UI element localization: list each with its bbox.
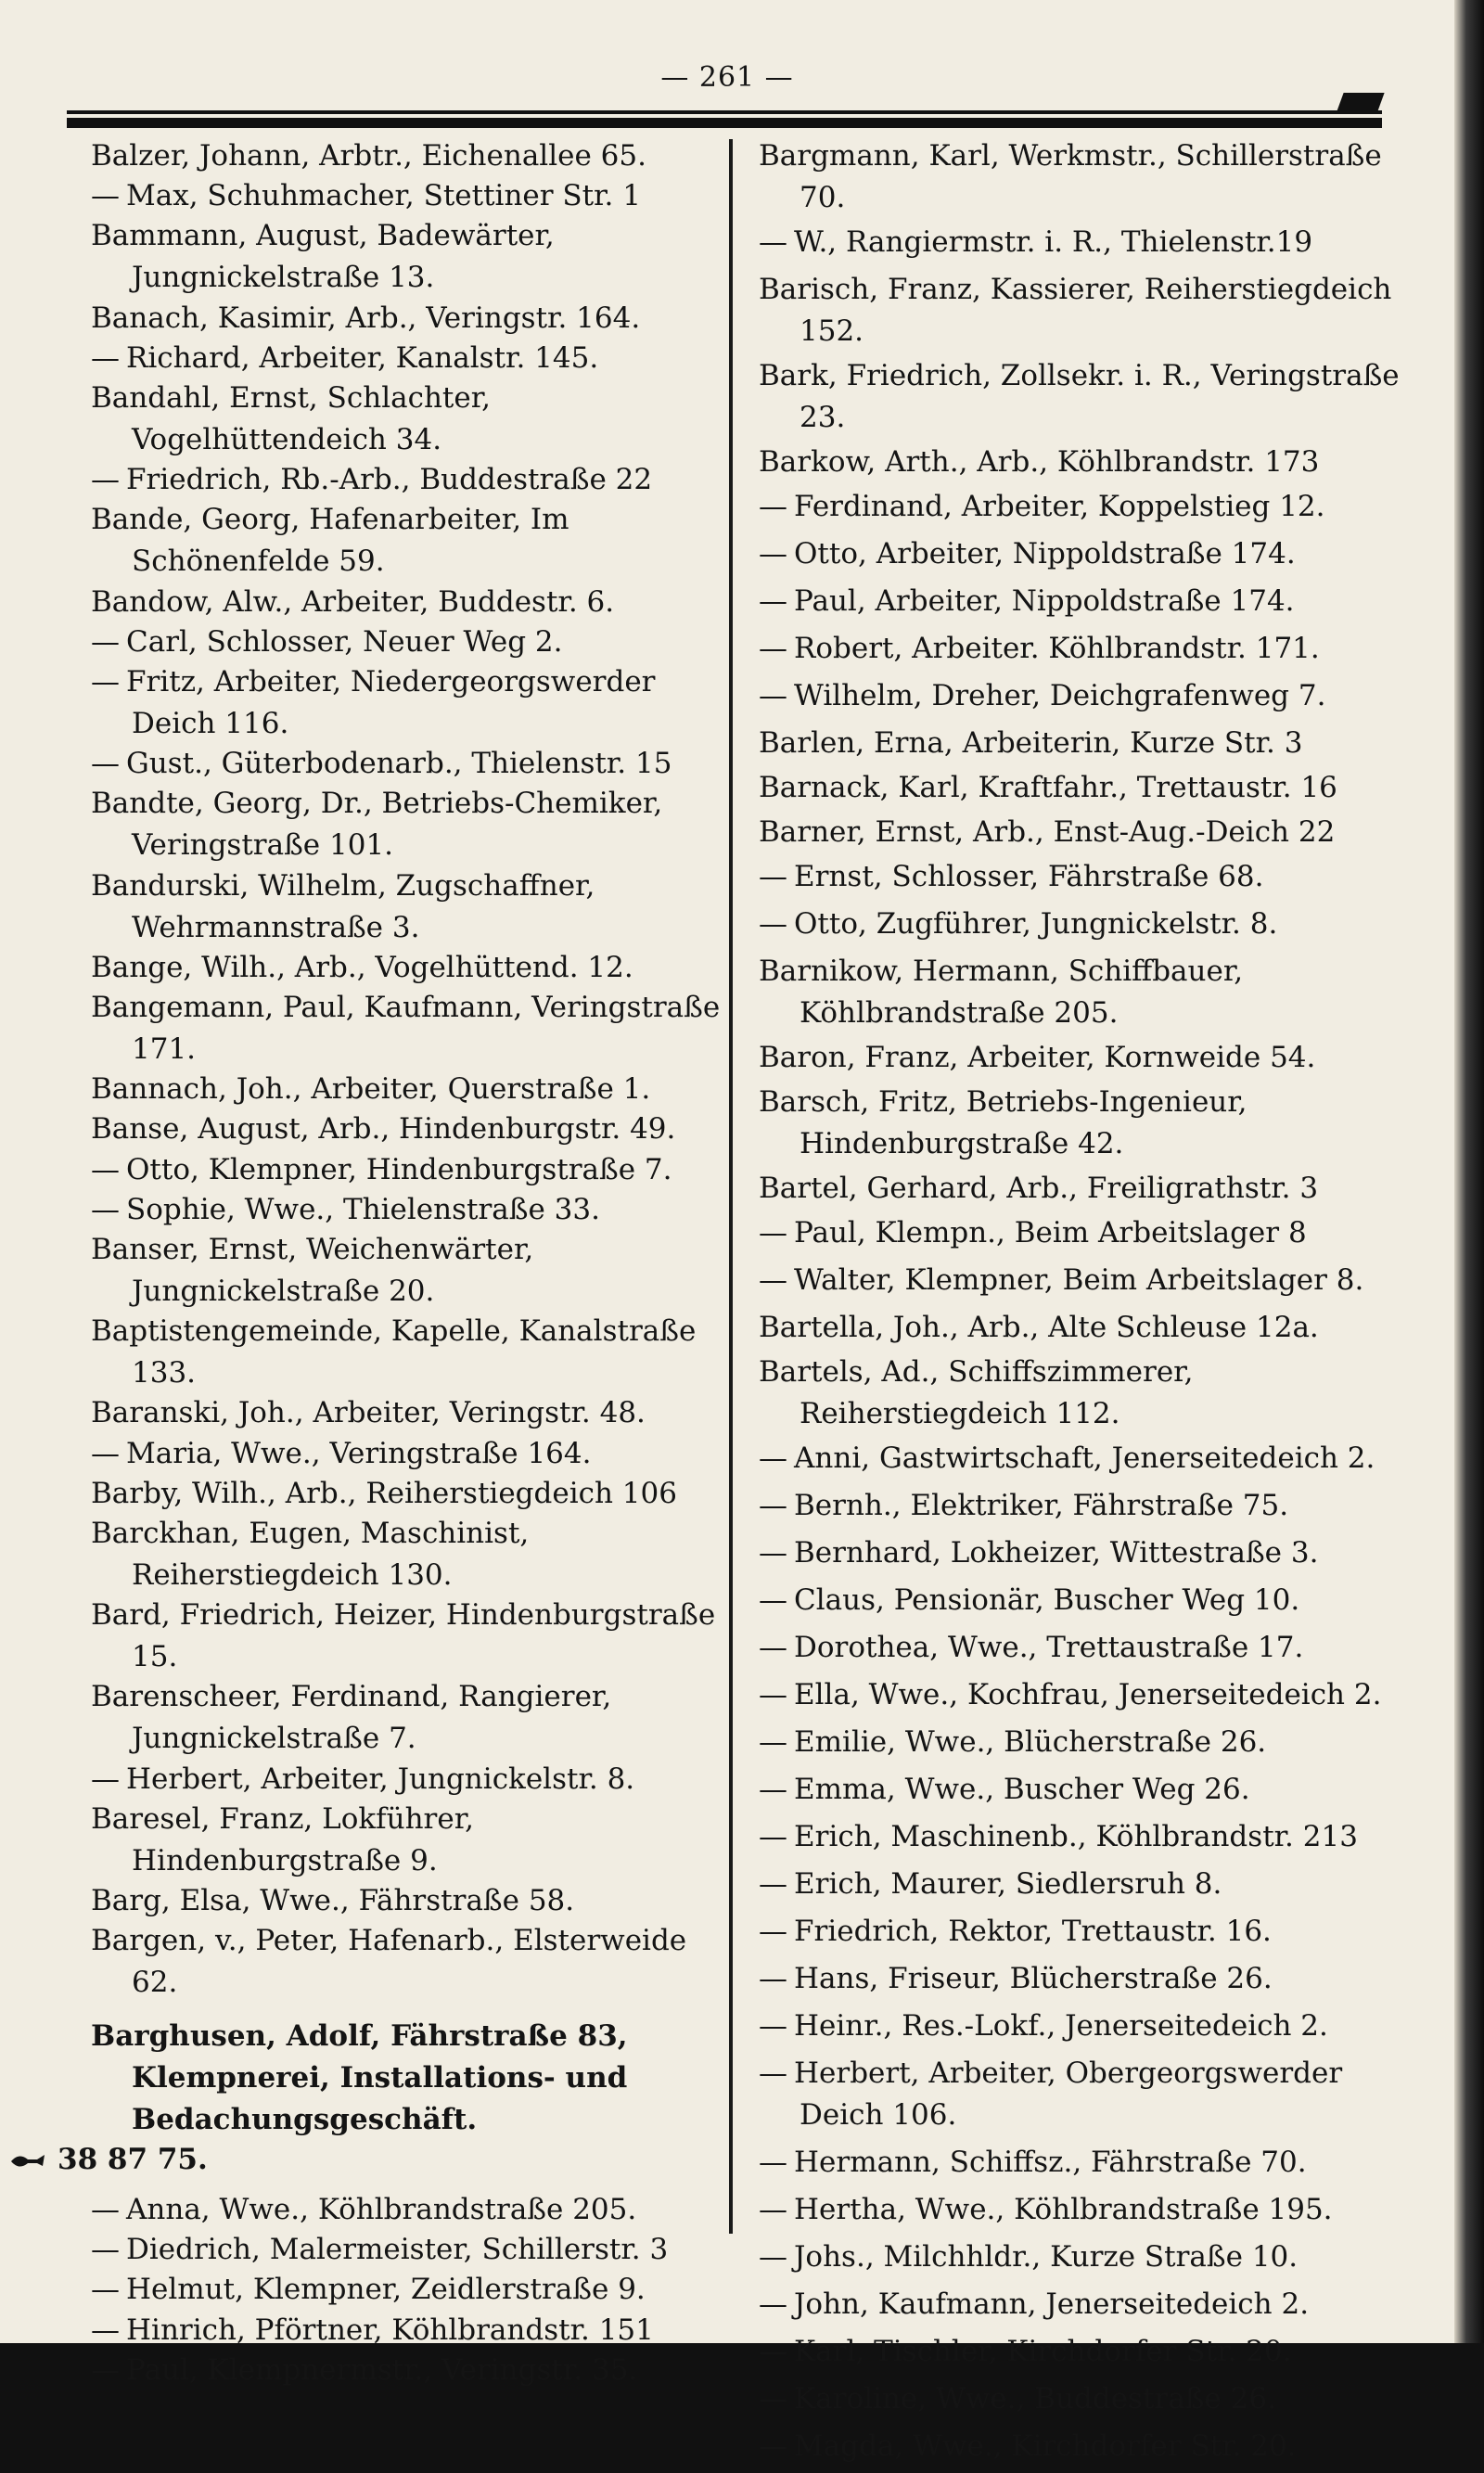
entry-text: Balzer, Johann, Arbtr., Eichenallee 65. (91, 139, 646, 173)
entry-text: Baron, Franz, Arbeiter, Kornweide 54. (759, 1041, 1316, 1074)
advert-text: Barghusen, Adolf, Fährstraße 83, Klempnerei, Installations- und Bedachungsgeschäft. (91, 2018, 628, 2136)
directory-subentry (91, 2310, 722, 2351)
directory-subentry (759, 1864, 1408, 1905)
directory-entry (91, 1595, 722, 1678)
entry-text: Bernhard, Lokheizer, Wittestraße 3. (794, 1536, 1319, 1570)
directory-subentry (91, 2189, 722, 2231)
ditto-dash: — (759, 2193, 787, 2226)
entry-text: Bandurski, Wilhelm, Zugschaffner, Wehrmannstraße 3. (91, 868, 595, 944)
entry-text: Anna, Wwe., Köhlbrandstraße 205. (126, 2192, 637, 2226)
directory-entry (91, 1880, 722, 1922)
ditto-dash: — (91, 1192, 120, 1226)
ditto-dash: — (759, 1216, 787, 1249)
ditto-dash: — (91, 179, 120, 213)
entry-text: Karoline, Wwe., Buddestraße 26. (794, 2382, 1276, 2415)
entry-text: Max, Schuhmacher, Stettiner Str. 1 (126, 179, 641, 213)
column-divider (729, 139, 733, 2234)
entry-text: Diedrich, Malermeister, Schillerstr. 3 (126, 2233, 669, 2267)
entry-text: Barner, Ernst, Arb., Enst-Aug.-Deich 22 (759, 815, 1336, 849)
ditto-dash: — (91, 2313, 120, 2347)
directory-entry (91, 987, 722, 1070)
directory-entry (91, 1920, 722, 2004)
directory-subentry (759, 2284, 1408, 2326)
entry-text: Bammann, August, Badewärter, Jungnickelstraße 13. (91, 219, 555, 295)
directory-entry (759, 951, 1408, 1034)
ditto-dash: — (759, 1962, 787, 1995)
directory-subentry (759, 533, 1408, 575)
directory-entry (91, 582, 722, 623)
directory-subentry (91, 459, 722, 501)
directory-entry (91, 1229, 722, 1313)
ditto-dash: — (91, 747, 120, 781)
entry-text: Bargmann, Karl, Werkmstr., Schillerstraße 70. (759, 139, 1382, 214)
entry-text: Barsch, Fritz, Betriebs-Ingenieur, Hindenburgstraße 42. (759, 1085, 1247, 1160)
entry-text: Herbert, Arbeiter, Jungnickelstr. 8. (126, 1762, 635, 1796)
entry-text: Barckhan, Eugen, Maschinist, Reiherstiegdeich 130. (91, 1517, 530, 1593)
directory-entry (91, 1108, 722, 1150)
entry-text: Barenscheer, Ferdinand, Rangierer, Jungnickelstraße 7. (91, 1680, 612, 1756)
entry-text: Ferdinand, Arbeiter, Koppelstieg 12. (794, 490, 1325, 523)
ditto-dash: — (759, 1773, 787, 1806)
entry-text: Bandte, Georg, Dr., Betriebs-Chemiker, Veringstraße 101. (91, 787, 663, 863)
ditto-dash: — (91, 1152, 120, 1186)
entry-text: Paul, Klempnermstr., Veringstr. 35. (126, 2352, 638, 2387)
ditto-dash: — (759, 1536, 787, 1570)
directory-subentry (759, 675, 1408, 717)
directory-entry (91, 1799, 722, 1882)
entry-text: Paul, Klempn., Beim Arbeitslager 8 (794, 1216, 1307, 1249)
ditto-dash: — (91, 2192, 120, 2226)
entry-text: Otto, Zugführer, Jungnickelstr. 8. (794, 907, 1278, 941)
ditto-dash: — (759, 537, 787, 570)
directory-subentry (91, 1433, 722, 1475)
directory-subentry (759, 1627, 1408, 1669)
directory-entry (759, 355, 1408, 439)
entry-text: Barnikow, Hermann, Schiffbauer, Köhlbrandstraße 205. (759, 955, 1244, 1030)
directory-subentry (91, 621, 722, 663)
entry-text: Otto, Arbeiter, Nippoldstraße 174. (794, 537, 1296, 570)
entry-text: Heinr., Res.-Lokf., Jenerseitedeich 2. (794, 2009, 1328, 2043)
entry-text: Walter, Klempner, Beim Arbeitslager 8. (794, 1263, 1364, 1297)
entry-text: Barnack, Karl, Kraftfahr., Trettaustr. 16 (759, 771, 1337, 804)
entry-text: Friedrich, Rektor, Trettaustr. 16. (794, 1915, 1272, 1948)
directory-subentry (759, 581, 1408, 622)
right-entry-list (759, 135, 1408, 2467)
ditto-dash: — (759, 2335, 787, 2368)
entry-text: Banse, August, Arb., Hindenburgstr. 49. (91, 1112, 676, 1147)
advert-phone-line (58, 2139, 722, 2182)
entry-text: Otto, Klempner, Hindenburgstraße 7. (126, 1152, 672, 1186)
entry-text: Carl, Schlosser, Neuer Weg 2. (126, 624, 563, 659)
advert-entry (58, 2016, 722, 2182)
ditto-dash: — (759, 1442, 787, 1475)
directory-subentry (759, 903, 1408, 945)
entry-text: Bange, Wilh., Arb., Vogelhüttend. 12. (91, 950, 633, 984)
entry-text: Emma, Wwe., Buscher Weg 26. (794, 1773, 1250, 1806)
entry-text: Bartella, Joh., Arb., Alte Schleuse 12a. (759, 1311, 1319, 1344)
directory-entry (91, 215, 722, 299)
entry-text: Ella, Wwe., Kochfrau, Jenerseitedeich 2. (794, 1678, 1382, 1711)
advert-phone-number: 38 87 75. (58, 2142, 208, 2176)
directory-subentry (759, 1769, 1408, 1811)
entry-text: Anni, Gastwirtschaft, Jenerseitedeich 2. (794, 1442, 1375, 1475)
directory-subentry (759, 2378, 1408, 2420)
entry-text: Richard, Arbeiter, Kanalstr. 145. (126, 340, 599, 375)
right-column (759, 135, 1408, 2473)
directory-entry (759, 269, 1408, 352)
directory-subentry (759, 2331, 1408, 2373)
directory-entry (759, 1307, 1408, 1349)
directory-subentry (91, 743, 722, 785)
entry-text: Hans, Friseur, Blücherstraße 26. (794, 1962, 1273, 1995)
ditto-dash: — (91, 665, 120, 699)
directory-entry (759, 1037, 1408, 1079)
directory-entry (91, 499, 722, 583)
ditto-dash: — (759, 225, 787, 259)
ditto-dash: — (759, 1820, 787, 1853)
ditto-dash: — (759, 907, 787, 941)
directory-subentry (759, 2426, 1408, 2467)
directory-subentry (91, 2350, 722, 2391)
directory-subentry (759, 1212, 1408, 1254)
directory-entry (91, 1392, 722, 1434)
entry-text: Bark, Friedrich, Zollsekr. i. R., Veringstraße 23. (759, 359, 1400, 434)
directory-subentry (91, 661, 722, 745)
entry-text: Johs., Milchhldr., Kurze Straße 10. (794, 2240, 1298, 2274)
directory-entry (759, 767, 1408, 809)
ditto-dash: — (759, 2287, 787, 2321)
directory-subentry (91, 1189, 722, 1231)
directory-subentry (759, 1911, 1408, 1953)
ditto-dash: — (759, 1915, 787, 1948)
entry-text: Barkow, Arth., Arb., Köhlbrandstr. 173 (759, 445, 1320, 479)
directory-subentry (759, 2005, 1408, 2047)
ditto-dash: — (759, 584, 787, 618)
entry-text: Claus, Pensionär, Buscher Weg 10. (794, 1583, 1300, 1617)
directory-entry (91, 135, 722, 177)
ditto-dash: — (759, 679, 787, 712)
directory-entry (91, 1473, 722, 1515)
entry-text: Gust., Güterbodenarb., Thielenstr. 15 (126, 747, 672, 781)
header-rule-thick (67, 118, 1382, 128)
left-entry-list (91, 135, 722, 2004)
directory-subentry (759, 1580, 1408, 1621)
directory-entry (759, 135, 1408, 219)
entry-text: Karl, Tischler, Kirchdorfer Str. 20. (794, 2335, 1292, 2368)
entry-text: Bartels, Ad., Schiffszimmerer, Reiherstiegdeich 112. (759, 1355, 1194, 1430)
ditto-dash: — (759, 1489, 787, 1522)
entry-text: Banser, Ernst, Weichenwärter, Jungnickelstraße 20. (91, 1233, 534, 1309)
left-column (58, 135, 722, 2390)
ditto-dash: — (91, 1436, 120, 1470)
entry-text: Hinrich, Pförtner, Köhlbrandstr. 151 (126, 2313, 654, 2347)
header-rule-thin (67, 110, 1382, 114)
directory-subentry (91, 1149, 722, 1191)
ditto-dash: — (759, 2429, 787, 2463)
entry-text: Erich, Maschinenb., Köhlbrandstr. 213 (794, 1820, 1358, 1853)
ditto-dash: — (759, 2146, 787, 2179)
entry-text: Bande, Georg, Hafenarbeiter, Im Schönenfelde 59. (91, 503, 569, 579)
entry-text: Hertha, Wwe., Köhlbrandstraße 195. (794, 2193, 1333, 2226)
entry-text: Banach, Kasimir, Arb., Veringstr. 164. (91, 301, 641, 335)
directory-entry (759, 723, 1408, 764)
entry-text: Dorothea, Wwe., Trettaustraße 17. (794, 1631, 1304, 1664)
entry-text: Friedrich, Rb.-Arb., Buddestraße 22 (126, 463, 653, 497)
entry-text: Bartel, Gerhard, Arb., Freiligrathstr. 3 (759, 1172, 1319, 1205)
directory-subentry (759, 1438, 1408, 1480)
entry-text: Emilie, Wwe., Blücherstraße 26. (794, 1725, 1267, 1759)
ditto-dash: — (91, 463, 120, 497)
ditto-dash: — (91, 2273, 120, 2307)
ditto-dash: — (91, 340, 120, 375)
ditto-dash: — (759, 860, 787, 893)
directory-subentry (91, 338, 722, 379)
ditto-dash: — (91, 2352, 120, 2387)
header-rule-cap (1337, 93, 1384, 111)
entry-text: Erich, Maurer, Siedlersruh 8. (794, 1867, 1222, 1901)
directory-entry (91, 865, 722, 949)
entry-text: Bangemann, Paul, Kaufmann, Veringstraße 171. (91, 991, 721, 1067)
entry-text: Hermann, Schiffsz., Fährstraße 70. (794, 2146, 1307, 2179)
directory-entry (91, 298, 722, 340)
entry-text: Baptistengemeinde, Kapelle, Kanalstraße 133. (91, 1314, 697, 1390)
page-number: — 261 — (660, 61, 794, 94)
ditto-dash: — (759, 1678, 787, 1711)
entry-text: Maria, Wwe., Veringstraße 164. (126, 1436, 592, 1470)
directory-entry (91, 1311, 722, 1394)
ditto-dash: — (759, 1263, 787, 1297)
entry-text: Sophie, Wwe., Thielenstraße 33. (126, 1192, 600, 1226)
ditto-dash: — (91, 1762, 120, 1796)
entry-text: Bannach, Joh., Arbeiter, Querstraße 1. (91, 1072, 651, 1107)
ditto-dash: — (759, 632, 787, 665)
directory-entry (759, 442, 1408, 483)
entry-text: Magda, Wwe., Kirchdorfer Str. 20. (794, 2429, 1297, 2463)
page-edge-shadow (1454, 0, 1484, 2343)
directory-entry (91, 783, 722, 866)
entry-text: Barlen, Erna, Arbeiterin, Kurze Str. 3 (759, 726, 1303, 760)
directory-entry (91, 378, 722, 461)
directory-subentry (91, 2269, 722, 2311)
entry-text: Baranski, Joh., Arbeiter, Veringstr. 48. (91, 1396, 646, 1430)
entry-text: Barg, Elsa, Wwe., Fährstraße 58. (91, 1884, 575, 1918)
entry-text: Barby, Wilh., Arb., Reiherstiegdeich 106 (91, 1476, 677, 1510)
directory-subentry (759, 2236, 1408, 2278)
ditto-dash: — (759, 2009, 787, 2043)
entry-text: Fritz, Arbeiter, Niedergeorgswerder Deich 116. (126, 665, 656, 741)
directory-subentry (759, 628, 1408, 670)
directory-subentry (759, 2053, 1408, 2136)
entry-text: Paul, Arbeiter, Nippoldstraße 174. (794, 584, 1295, 618)
ditto-dash: — (759, 2240, 787, 2274)
directory-subentry (759, 1532, 1408, 1574)
directory-subentry (759, 856, 1408, 898)
directory-subentry (759, 222, 1408, 263)
ditto-dash: — (91, 2233, 120, 2267)
directory-subentry (759, 2189, 1408, 2231)
directory-subentry (759, 2142, 1408, 2184)
entry-text: Bandow, Alw., Arbeiter, Buddestr. 6. (91, 584, 615, 619)
directory-entry (91, 1069, 722, 1110)
directory-entry (759, 812, 1408, 853)
directory-subentry (91, 1759, 722, 1800)
directory-subentry (759, 1260, 1408, 1301)
ditto-dash: — (759, 1725, 787, 1759)
ditto-dash: — (91, 624, 120, 659)
directory-subentry (759, 1958, 1408, 2000)
entry-text: Bargen, v., Peter, Hafenarb., Elsterweide 62. (91, 1924, 687, 2000)
directory-entry (759, 1168, 1408, 1210)
directory-subentry (759, 1722, 1408, 1763)
entry-text: Baresel, Franz, Lokführer, Hindenburgstraße 9. (91, 1801, 474, 1877)
entry-text: Bandahl, Ernst, Schlachter, Vogelhüttendeich 34. (91, 381, 491, 457)
entry-text: Robert, Arbeiter. Köhlbrandstr. 171. (794, 632, 1320, 665)
ditto-dash: — (759, 490, 787, 523)
entry-text: Helmut, Klempner, Zeidlerstraße 9. (126, 2273, 646, 2307)
entry-text: Wilhelm, Dreher, Deichgrafenweg 7. (794, 679, 1326, 712)
directory-subentry (759, 1816, 1408, 1858)
ditto-dash: — (759, 1583, 787, 1617)
entry-text: Ernst, Schlosser, Fährstraße 68. (794, 860, 1264, 893)
ditto-dash: — (759, 1867, 787, 1901)
directory-entry (91, 1513, 722, 1596)
directory-entry (91, 1676, 722, 1760)
directory-subentry (91, 2229, 722, 2271)
directory-entry (91, 947, 722, 989)
directory-subentry (91, 175, 722, 217)
entry-text: W., Rangiermstr. i. R., Thielenstr.19 (794, 225, 1313, 259)
entry-text: Bard, Friedrich, Heizer, Hindenburgstraße 15. (91, 1598, 716, 1674)
left-entry-list-after (91, 2189, 722, 2391)
entry-text: Bernh., Elektriker, Fährstraße 75. (794, 1489, 1289, 1522)
ditto-dash: — (759, 2382, 787, 2415)
directory-subentry (759, 486, 1408, 528)
ditto-dash: — (759, 1631, 787, 1664)
ditto-dash: — (759, 2057, 787, 2090)
directory-subentry (759, 1485, 1408, 1527)
entry-text: Barisch, Franz, Kassierer, Reiherstiegdeich 152. (759, 273, 1392, 348)
directory-subentry (759, 1674, 1408, 1716)
entry-text: Herbert, Arbeiter, Obergeorgswerder Deich 106. (794, 2057, 1343, 2132)
directory-entry (759, 1352, 1408, 1435)
entry-text: John, Kaufmann, Jenerseitedeich 2. (794, 2287, 1310, 2321)
directory-entry (759, 1082, 1408, 1165)
